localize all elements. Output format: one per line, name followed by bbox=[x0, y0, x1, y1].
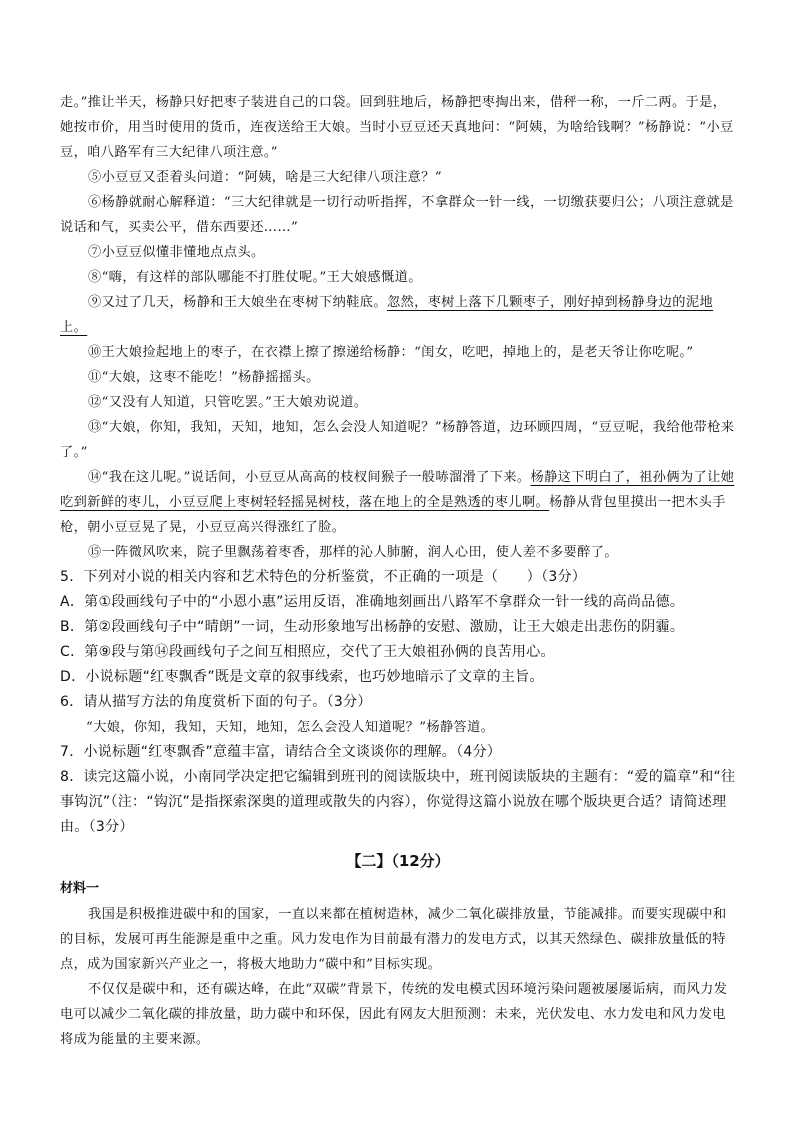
p9-underlined-sentence: 忽然，枣树上落下几颗枣子，刚好掉到杨静身边的泥地上。 bbox=[60, 295, 714, 335]
story-paragraph-13: ⑬“大娘，你知，我知，天知，地知，怎么会没人知道呢？”杨静答道，边环顾四周，“豆豆呢，我给他带枪来了。” bbox=[60, 420, 735, 460]
question-5-option-d: D．小说标题“红枣飘香”既是文章的叙事线索，也巧妙地暗示了文章的主旨。 bbox=[60, 669, 544, 685]
exam-page bbox=[60, 90, 736, 1052]
section-2-title: 【二】（12分） bbox=[346, 852, 450, 870]
question-7: 7．小说标题“红枣飘香”意蕴丰富，请结合全文谈谈你的理解。（4分） bbox=[60, 744, 502, 760]
p14-underlined-sentence: 杨静这下明白了，祖孙俩为了让她吃到新鲜的枣儿，小豆豆爬上枣树轻轻摇晃树枝，落在地上的全是熟透的枣儿啊。 bbox=[60, 470, 735, 510]
p14-text-b: 杨静从背包里摸出一把木头手枪，朝小豆豆晃了晃，小豆豆高兴得涨红了脸。 bbox=[60, 495, 726, 535]
story-paragraph-9 bbox=[60, 290, 736, 340]
story-paragraph-14 bbox=[60, 465, 736, 540]
story-paragraph-11: ⑪“大娘，这枣不能吃！”杨静摇摇头。 bbox=[88, 370, 320, 385]
story-paragraph-10: ⑩王大娘捡起地上的枣子，在衣襟上擦了擦递给杨静：“闺女，吃吧，掉地上的，是老天爷让你吃呢。” bbox=[88, 345, 694, 360]
question-5: 5．下列对小说的相关内容和艺术特色的分析鉴赏，不正确的一项是（ ）（3分） bbox=[60, 569, 587, 585]
story-paragraph-8: ⑧“嗨，有这样的部队哪能不打胜仗呢。”王大娘感慨道。 bbox=[88, 270, 422, 285]
story-paragraph-15: ⑮一阵微风吹来，院子里飘荡着枣香，那样的沁人肺腑，润人心田，使人差不多要醉了。 bbox=[88, 545, 618, 560]
material-1-paragraph-1: 我国是积极推进碳中和的国家，一直以来都在植树造林，减少二氧化碳排放量，节能减排。而要实现碳中和的目标，发展可再生能源是重中之重。风力发电作为目前最有潜力的发电方式，以其天然绿色、碳排放量低的特点，成为国家新兴产业之一，将极大地助力“碳中和”目标实现。 bbox=[60, 907, 727, 972]
material-1-label: 材料一 bbox=[60, 881, 100, 896]
material-1-paragraph-2: 不仅仅是碳中和，还有碳达峰，在此“双碳”背景下，传统的发电模式因环境污染问题被屡屡诟病，而风力发电可以减少二氧化碳的排放量，助力碳中和环保，因此有网友大胆预测：未来，光伏发电、水力发电和风力发电将成为能量的主要来源。 bbox=[60, 982, 728, 1047]
question-5-option-c: C．第⑨段与第⑭段画线句子之间互相照应，交代了王大娘祖孙俩的良苦用心。 bbox=[60, 644, 555, 660]
question-5-option-a: A．第①段画线句子中的“小恩小惠”运用反语，准确地刻画出八路军不拿群众一针一线的高尚品德。 bbox=[60, 594, 685, 610]
story-paragraph-5: ⑤小豆豆又歪着头问道：“阿姨，啥是三大纪律八项注意？” bbox=[88, 170, 442, 185]
p9-text: ⑨又过了几天，杨静和王大娘坐在枣树下纳鞋底。 bbox=[88, 295, 387, 310]
question-6-quote: “大娘，你知，我知，天知，地知，怎么会没人知道呢？”杨静答道。 bbox=[86, 720, 495, 735]
story-paragraph-7: ⑦小豆豆似懂非懂地点点头。 bbox=[88, 245, 265, 260]
question-6: 6．请从描写方法的角度赏析下面的句子。（3分） bbox=[60, 694, 372, 710]
question-8: 8．读完这篇小说，小南同学决定把它编辑到班刊的阅读版块中，班刊阅读版块的主题有：“爱的篇章”和“往事钩沉”（注：“钩沉”是指探索深奥的道理或散失的内容），你觉得这篇小说放在哪个版块更合适？请简述理由。（3分） bbox=[60, 769, 736, 835]
p14-text-a: ⑭“我在这儿呢。”说话间，小豆豆从高高的枝杈间猴子一般哧溜滑了下来。 bbox=[88, 470, 531, 485]
story-paragraph-continued: 走。”推让半天，杨静只好把枣子装进自己的口袋。回到驻地后，杨静把枣掏出来，借秤一称，一斤二两。于是，她按市价，用当时使用的货币，连夜送给王大娘。当时小豆豆还天真地问：“阿姨，为啥给钱啊？”杨静说：“小豆豆，咱八路军有三大纪律八项注意。” bbox=[60, 95, 734, 160]
story-paragraph-6: ⑥杨静就耐心解释道：“三大纪律就是一切行动听指挥，不拿群众一针一线，一切缴获要归公；八项注意就是说话和气，买卖公平，借东西要还……” bbox=[60, 195, 734, 235]
question-5-option-b: B．第②段画线句子中“晴朗”一词，生动形象地写出杨静的安慰、激励，让王大娘走出悲伤的阴霾。 bbox=[60, 619, 685, 635]
story-paragraph-12: ⑫“又没有人知道，只管吃罢。”王大娘劝说道。 bbox=[88, 395, 368, 410]
